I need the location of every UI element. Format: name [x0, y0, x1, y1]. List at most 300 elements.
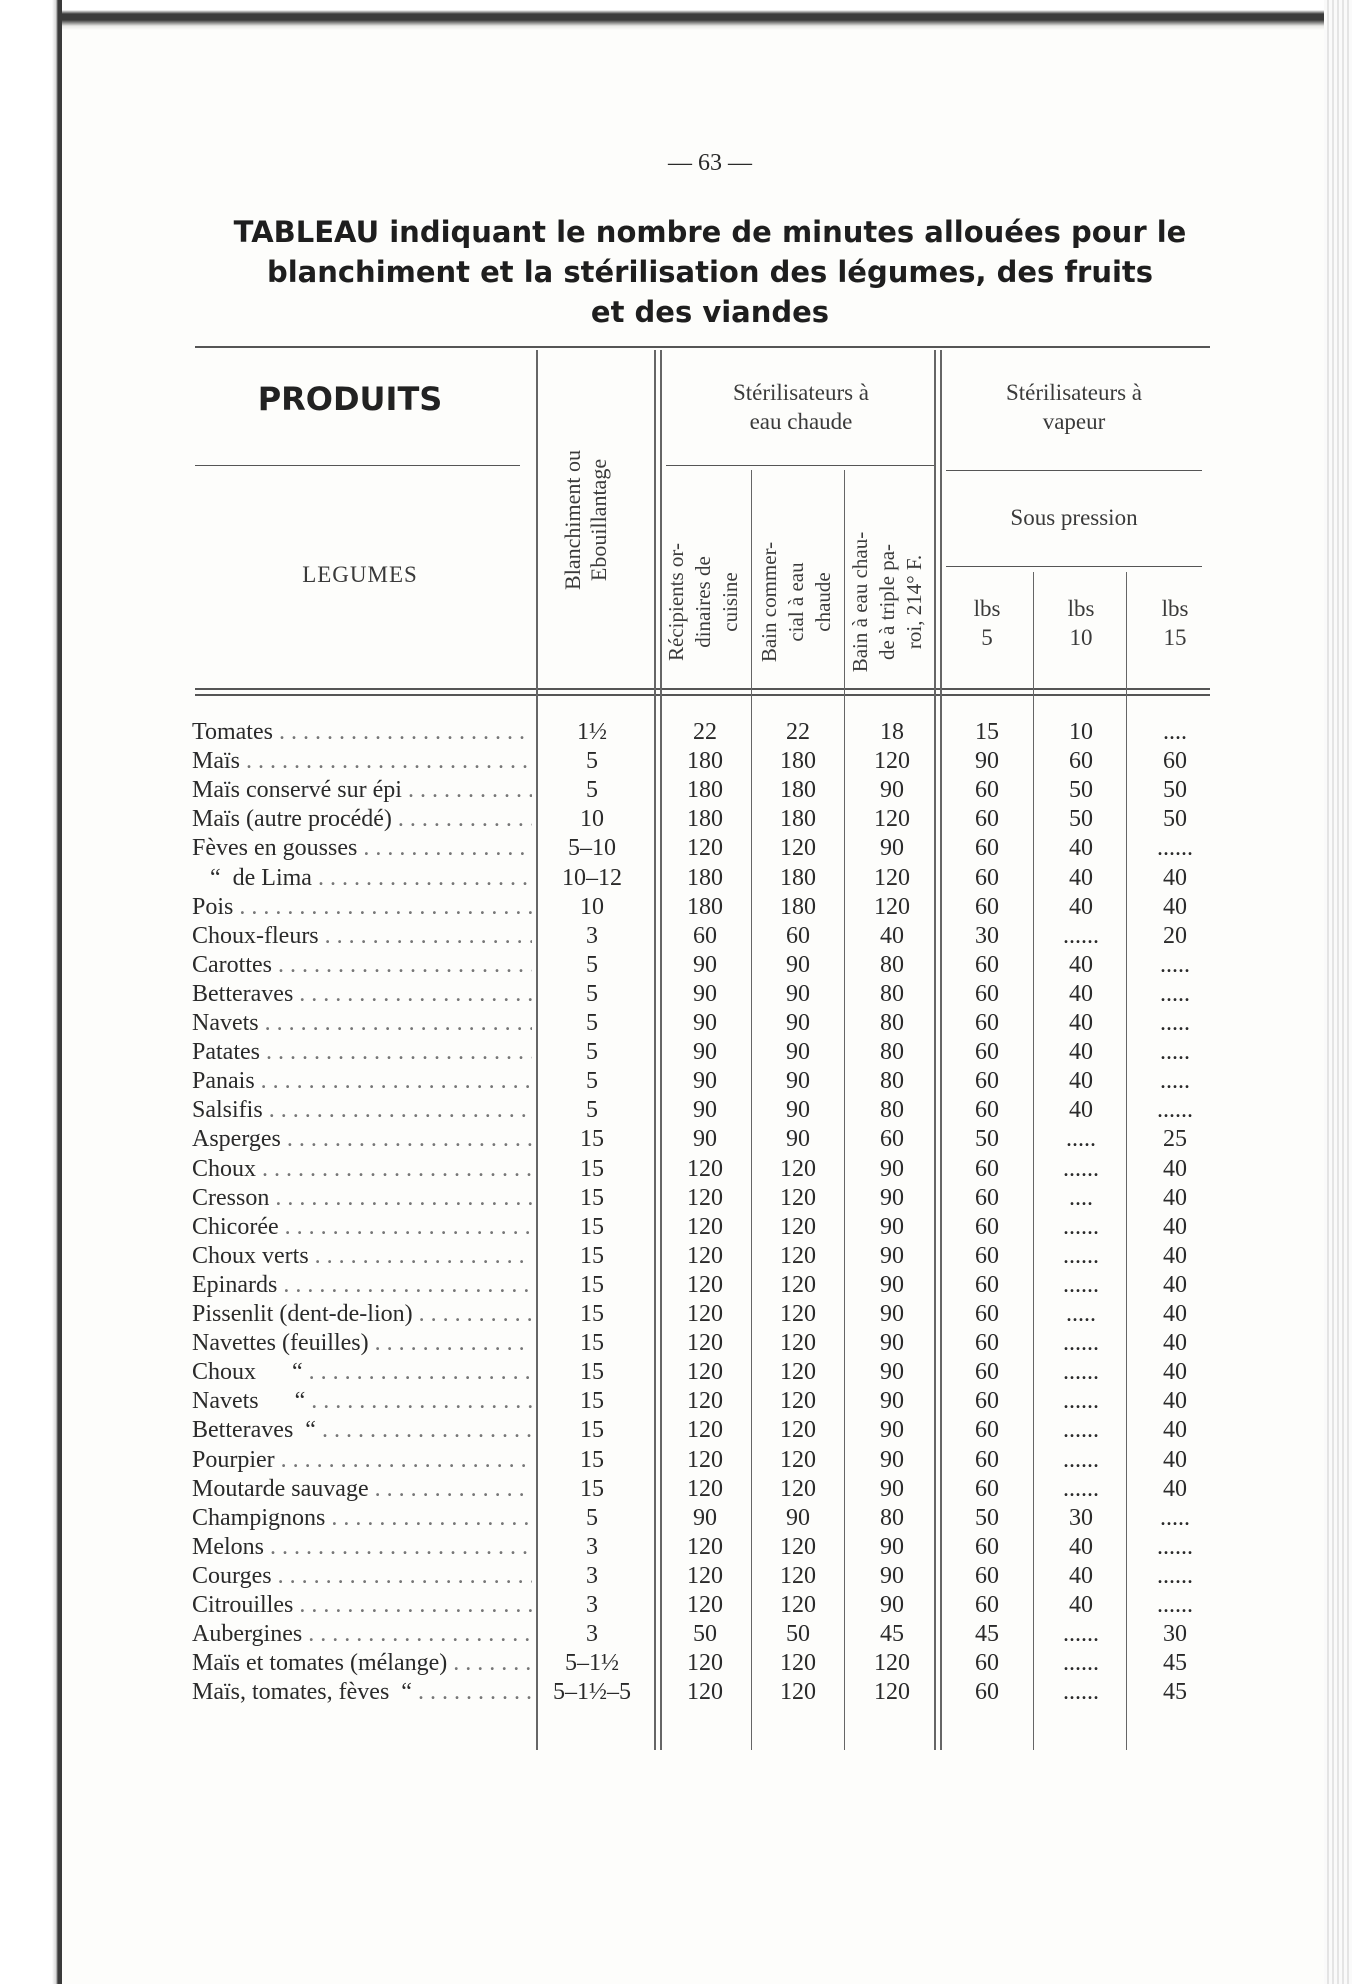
lbs15-cell: 40	[1163, 1155, 1187, 1182]
row-name: Chicorée . . .	[192, 1213, 532, 1242]
bain-commercial-cell: 120	[780, 1242, 816, 1269]
bain-triple-cell: 60	[880, 1126, 904, 1153]
lbs15-cell: 50	[1163, 806, 1187, 833]
lbs5-cell: 60	[975, 864, 999, 891]
bain-commercial-cell: 120	[780, 1213, 816, 1240]
lbs15-cell: .....	[1160, 951, 1190, 978]
lbs5-cell: 60	[975, 1301, 999, 1327]
vapeur-divider	[946, 470, 1202, 471]
table-row	[0, 1329, 1352, 1358]
lbs15-cell: .....	[1160, 980, 1190, 1007]
lbs15-cell: 40	[1163, 864, 1187, 891]
recipients-cell: 120	[687, 1271, 723, 1298]
eau-chaude-heading: Stérilisateurs à eau chaude	[732, 380, 870, 434]
lbs5-cell: 60	[975, 1213, 999, 1240]
lbs5-cell: 60	[975, 1068, 999, 1095]
produits-heading: PRODUITS	[257, 380, 443, 418]
table-row	[0, 1213, 1352, 1242]
table-row	[0, 1096, 1352, 1125]
bain-triple-cell: 120	[874, 806, 910, 833]
row-name: Maïs, tomates, fèves “ . . .	[192, 1678, 532, 1707]
row-name: Choux-fleurs . . .	[192, 922, 532, 951]
lbs5-cell: 60	[975, 806, 999, 833]
table-row	[0, 1533, 1352, 1562]
recipients-cell: 120	[687, 1562, 723, 1589]
lbs5-cell: 60	[975, 1562, 999, 1589]
blanchiment-cell: 5	[586, 748, 598, 775]
lbs5-cell: 60	[975, 1010, 999, 1036]
lbs10-cell: 40	[1069, 1533, 1093, 1560]
blanchiment-cell: 15	[580, 1126, 604, 1153]
row-name: Aubergines . . .	[192, 1620, 532, 1649]
table-row	[0, 1416, 1352, 1445]
lbs10-cell: ......	[1063, 1446, 1099, 1473]
table-row	[0, 1649, 1352, 1678]
bain-commercial-cell: 90	[786, 1068, 810, 1095]
blanchiment-cell: 5	[586, 980, 598, 1007]
lbs15-heading: lbs 15	[1161, 596, 1189, 650]
row-name: Choux . . .	[192, 1155, 532, 1184]
lbs10-cell: 60	[1069, 748, 1093, 775]
lbs15-cell: 40	[1163, 1388, 1187, 1415]
lbs15-cell: 20	[1163, 922, 1187, 949]
recipients-cell: 120	[687, 1242, 723, 1269]
table-row	[0, 1620, 1352, 1649]
table-row	[0, 1125, 1352, 1154]
bain-commercial-heading: Bain commer- cial à eau chaude	[757, 541, 835, 663]
lbs5-cell: 60	[975, 980, 999, 1007]
blanchiment-cell: 15	[580, 1213, 604, 1240]
lbs15-cell: ......	[1157, 1562, 1193, 1589]
bain-commercial-cell: 120	[780, 1155, 816, 1182]
lbs15-cell: 40	[1163, 1242, 1187, 1269]
recipients-cell: 50	[693, 1621, 717, 1648]
row-name: Fèves en gousses . . .	[192, 834, 532, 863]
recipients-cell: 120	[687, 1650, 723, 1677]
recipients-cell: 90	[693, 1068, 717, 1095]
bain-triple-cell: 90	[880, 777, 904, 804]
bain-commercial-cell: 120	[780, 1446, 816, 1473]
blanchiment-cell: 3	[586, 1592, 598, 1618]
lbs10-cell: ......	[1063, 1330, 1099, 1357]
lbs10-cell: ......	[1063, 1475, 1099, 1502]
recipients-cell: 180	[687, 806, 723, 833]
blanchiment-cell: 5	[586, 1068, 598, 1095]
lbs10-cell: ......	[1063, 1621, 1099, 1648]
bain-commercial-cell: 90	[786, 1126, 810, 1153]
bain-triple-cell: 90	[880, 1562, 904, 1589]
lbs10-cell: 40	[1069, 1039, 1093, 1066]
bain-commercial-cell: 180	[780, 864, 816, 891]
page-top-shadow	[62, 0, 1352, 30]
lbs15-cell: 40	[1163, 1446, 1187, 1473]
blanchiment-cell: 3	[586, 1562, 598, 1589]
lbs10-cell: 30	[1069, 1504, 1093, 1531]
bain-triple-cell: 40	[880, 922, 904, 949]
pression-divider	[946, 566, 1202, 567]
bain-triple-cell: 90	[880, 1388, 904, 1415]
lbs15-cell: 45	[1163, 1650, 1187, 1677]
lbs15-cell: 40	[1163, 1417, 1187, 1444]
bain-commercial-cell: 120	[780, 1679, 816, 1706]
recipients-cell: 90	[693, 1097, 717, 1124]
table-row	[0, 1562, 1352, 1591]
lbs10-cell: ......	[1063, 1213, 1099, 1240]
recipients-cell: 90	[693, 1039, 717, 1066]
lbs15-cell: 40	[1163, 1271, 1187, 1298]
row-name: Patates . . .	[192, 1038, 532, 1067]
bain-triple-cell: 80	[880, 951, 904, 978]
lbs10-cell: 40	[1069, 1592, 1093, 1618]
lbs10-cell: 40	[1069, 980, 1093, 1007]
lbs10-cell: 40	[1069, 951, 1093, 978]
blanchiment-cell: 15	[580, 1301, 604, 1327]
row-name: Carottes . . .	[192, 951, 532, 980]
bain-triple-cell: 80	[880, 1097, 904, 1124]
blanchiment-cell: 10–12	[562, 864, 622, 891]
bain-triple-cell: 90	[880, 1184, 904, 1211]
bain-commercial-cell: 180	[780, 748, 816, 775]
blanchiment-cell: 5–10	[568, 835, 616, 862]
lbs5-cell: 90	[975, 748, 999, 775]
blanchiment-cell: 15	[580, 1155, 604, 1182]
row-name: Panais . . .	[192, 1067, 532, 1096]
table-top-rule	[195, 346, 1210, 348]
lbs10-cell: ......	[1063, 1388, 1099, 1415]
lbs15-cell: .....	[1160, 1504, 1190, 1531]
row-name: Citrouilles . . .	[192, 1591, 532, 1620]
lbs15-cell: 40	[1163, 1330, 1187, 1357]
bain-triple-cell: 90	[880, 1213, 904, 1240]
bain-triple-cell: 80	[880, 1039, 904, 1066]
lbs10-heading: lbs 10	[1067, 596, 1095, 650]
blanchiment-cell: 5	[586, 1504, 598, 1531]
bain-triple-cell: 90	[880, 1155, 904, 1182]
bain-commercial-cell: 120	[780, 1533, 816, 1560]
bain-commercial-cell: 120	[780, 1388, 816, 1415]
bain-commercial-cell: 90	[786, 951, 810, 978]
table-row	[0, 1184, 1352, 1213]
recipients-cell: 90	[693, 951, 717, 978]
blanchiment-cell: 15	[580, 1359, 604, 1386]
title-line: et des viandes	[590, 295, 830, 329]
table-row	[0, 1009, 1352, 1038]
lbs5-cell: 50	[975, 1504, 999, 1531]
bain-triple-cell: 18	[880, 719, 904, 745]
bain-triple-cell: 120	[874, 893, 910, 920]
bain-triple-cell: 90	[880, 1301, 904, 1327]
bain-commercial-cell: 50	[786, 1621, 810, 1648]
lbs5-cell: 60	[975, 1446, 999, 1473]
lbs5-cell: 60	[975, 1592, 999, 1618]
bain-commercial-cell: 90	[786, 1039, 810, 1066]
lbs5-cell: 60	[975, 1388, 999, 1415]
bain-commercial-cell: 90	[786, 980, 810, 1007]
lbs10-cell: ......	[1063, 1417, 1099, 1444]
lbs15-cell: .....	[1160, 1039, 1190, 1066]
produits-divider	[195, 465, 520, 466]
lbs15-cell: 60	[1163, 748, 1187, 775]
blanchiment-cell: 5–1½–5	[553, 1679, 631, 1706]
bain-commercial-cell: 120	[780, 1330, 816, 1357]
lbs5-cell: 60	[975, 1330, 999, 1357]
bain-triple-cell: 90	[880, 1592, 904, 1618]
lbs5-cell: 60	[975, 777, 999, 804]
recipients-cell: 120	[687, 1301, 723, 1327]
bain-commercial-cell: 22	[786, 719, 810, 745]
bain-triple-cell: 120	[874, 864, 910, 891]
table-row	[0, 1446, 1352, 1475]
row-name: Maïs et tomates (mélange) . . .	[192, 1649, 532, 1678]
lbs5-heading: lbs 5	[973, 596, 1001, 650]
lbs5-cell: 60	[975, 1359, 999, 1386]
recipients-cell: 90	[693, 1504, 717, 1531]
lbs15-cell: 40	[1163, 1184, 1187, 1211]
bain-commercial-cell: 120	[780, 1184, 816, 1211]
table-row	[0, 1591, 1352, 1620]
lbs15-cell: 45	[1163, 1679, 1187, 1706]
lbs5-cell: 60	[975, 835, 999, 862]
recipients-cell: 120	[687, 1475, 723, 1502]
bain-triple-cell: 80	[880, 980, 904, 1007]
bain-commercial-cell: 120	[780, 1417, 816, 1444]
row-name: Maïs . . .	[192, 747, 532, 776]
lbs5-cell: 60	[975, 1650, 999, 1677]
lbs10-cell: 40	[1069, 1068, 1093, 1095]
lbs10-cell: ......	[1063, 1271, 1099, 1298]
table-row	[0, 776, 1352, 805]
bain-commercial-cell: 60	[786, 922, 810, 949]
lbs10-cell: 50	[1069, 777, 1093, 804]
row-name: Courges . . .	[192, 1562, 532, 1591]
bain-commercial-cell: 120	[780, 1301, 816, 1327]
recipients-cell: 120	[687, 1184, 723, 1211]
blanchiment-cell: 10	[580, 806, 604, 833]
recipients-cell: 90	[693, 980, 717, 1007]
lbs15-cell: 25	[1163, 1126, 1187, 1153]
lbs5-cell: 60	[975, 1417, 999, 1444]
bain-commercial-cell: 90	[786, 1504, 810, 1531]
lbs15-cell: 40	[1163, 1301, 1187, 1327]
row-name: Pourpier . . .	[192, 1446, 532, 1475]
recipients-cell: 120	[687, 1446, 723, 1473]
lbs5-cell: 60	[975, 1271, 999, 1298]
lbs15-cell: .....	[1160, 1068, 1190, 1095]
table-row	[0, 980, 1352, 1009]
row-name: Navettes (feuilles) . . .	[192, 1329, 532, 1358]
table-row	[0, 1358, 1352, 1387]
recipients-cell: 120	[687, 1388, 723, 1415]
blanchiment-cell: 15	[580, 1271, 604, 1298]
lbs10-cell: 40	[1069, 1097, 1093, 1124]
lbs15-cell: ......	[1157, 1533, 1193, 1560]
table-row	[0, 1475, 1352, 1504]
table-row	[0, 951, 1352, 980]
lbs5-cell: 60	[975, 1184, 999, 1211]
lbs5-cell: 60	[975, 1533, 999, 1560]
lbs10-cell: ......	[1063, 1679, 1099, 1706]
table-row	[0, 1504, 1352, 1533]
bain-triple-cell: 80	[880, 1068, 904, 1095]
bain-triple-heading: Bain à eau chau- de à triple pa- roi, 214° F.	[848, 531, 926, 673]
vapeur-heading: Stérilisateurs à vapeur	[1005, 380, 1143, 434]
blanchiment-cell: 5–1½	[565, 1650, 619, 1677]
lbs5-cell: 60	[975, 1155, 999, 1182]
bain-commercial-cell: 180	[780, 777, 816, 804]
row-name: Tomates . . .	[192, 718, 532, 747]
recipients-cell: 180	[687, 748, 723, 775]
page-number: — 63 —	[668, 150, 752, 176]
lbs15-cell: ....	[1163, 719, 1187, 745]
bain-triple-cell: 90	[880, 1242, 904, 1269]
eau-chaude-divider	[666, 465, 936, 466]
bain-commercial-cell: 120	[780, 1475, 816, 1502]
row-name: Asperges . . .	[192, 1125, 532, 1154]
bain-triple-cell: 90	[880, 1446, 904, 1473]
table-row	[0, 893, 1352, 922]
lbs5-cell: 30	[975, 922, 999, 949]
bain-triple-cell: 120	[874, 748, 910, 775]
lbs5-cell: 50	[975, 1126, 999, 1153]
lbs15-cell: 40	[1163, 1213, 1187, 1240]
blanchiment-cell: 3	[586, 922, 598, 949]
blanchiment-cell: 3	[586, 1533, 598, 1560]
blanchiment-cell: 15	[580, 1330, 604, 1357]
recipients-cell: 90	[693, 1010, 717, 1036]
blanchiment-cell: 15	[580, 1475, 604, 1502]
blanchiment-cell: 15	[580, 1388, 604, 1415]
lbs5-cell: 60	[975, 893, 999, 920]
row-name: “ de Lima . . .	[192, 864, 532, 893]
blanchiment-cell: 15	[580, 1184, 604, 1211]
lbs10-cell: 10	[1069, 719, 1093, 745]
row-name: Maïs (autre procédé) . . .	[192, 805, 532, 834]
lbs10-cell: .....	[1066, 1126, 1096, 1153]
row-name: Melons . . .	[192, 1533, 532, 1562]
bain-triple-cell: 90	[880, 1417, 904, 1444]
row-name: Pissenlit (dent-de-lion) . . .	[192, 1300, 532, 1329]
lbs10-cell: ......	[1063, 1242, 1099, 1269]
table-title	[180, 212, 1240, 332]
blanchiment-cell: 1½	[577, 719, 607, 745]
recipients-cell: 180	[687, 893, 723, 920]
bain-triple-cell: 90	[880, 1475, 904, 1502]
recipients-heading: Récipients or- dinaires de cuisine	[664, 543, 742, 661]
recipients-cell: 120	[687, 1330, 723, 1357]
blanchiment-cell: 5	[586, 1097, 598, 1124]
lbs5-cell: 60	[975, 1039, 999, 1066]
blanchiment-cell: 15	[580, 1242, 604, 1269]
table-row	[0, 805, 1352, 834]
bain-triple-cell: 90	[880, 1330, 904, 1357]
lbs15-cell: 40	[1163, 1359, 1187, 1386]
title-line: TABLEAU indiquant le nombre de minutes allouées pour le	[233, 215, 1187, 249]
blanchiment-cell: 5	[586, 1010, 598, 1036]
row-name: Choux “ . . .	[192, 1358, 532, 1387]
bain-commercial-cell: 120	[780, 835, 816, 862]
row-name: Moutarde sauvage . . .	[192, 1475, 532, 1504]
lbs5-cell: 45	[975, 1621, 999, 1648]
lbs5-cell: 60	[975, 1097, 999, 1124]
lbs15-cell: ......	[1157, 835, 1193, 862]
lbs15-cell: 40	[1163, 893, 1187, 920]
table-row	[0, 1271, 1352, 1300]
recipients-cell: 120	[687, 1679, 723, 1706]
bain-triple-cell: 80	[880, 1504, 904, 1531]
bain-triple-cell: 120	[874, 1679, 910, 1706]
blanchiment-cell: 3	[586, 1621, 598, 1648]
lbs10-cell: 40	[1069, 864, 1093, 891]
row-name: Pois . . .	[192, 893, 532, 922]
recipients-cell: 120	[687, 1213, 723, 1240]
table-row	[0, 1038, 1352, 1067]
table-row	[0, 1242, 1352, 1271]
recipients-cell: 180	[687, 777, 723, 804]
lbs10-cell: ......	[1063, 1359, 1099, 1386]
row-name: Epinards . . .	[192, 1271, 532, 1300]
lbs15-cell: .....	[1160, 1010, 1190, 1036]
lbs5-cell: 60	[975, 1475, 999, 1502]
recipients-cell: 120	[687, 1155, 723, 1182]
row-name: Cresson . . .	[192, 1184, 532, 1213]
table-row	[0, 1678, 1352, 1707]
row-name: Navets “ . . .	[192, 1387, 532, 1416]
lbs5-cell: 60	[975, 1242, 999, 1269]
bain-commercial-cell: 180	[780, 893, 816, 920]
bain-commercial-cell: 120	[780, 1650, 816, 1677]
bain-commercial-cell: 120	[780, 1359, 816, 1386]
bain-triple-cell: 90	[880, 1271, 904, 1298]
row-name: Champignons . . .	[192, 1504, 532, 1533]
table-row	[0, 834, 1352, 863]
lbs10-cell: 40	[1069, 835, 1093, 862]
row-name: Choux verts . . .	[192, 1242, 532, 1271]
blanchiment-cell: 5	[586, 951, 598, 978]
table-row	[0, 718, 1352, 747]
row-name: Navets . . .	[192, 1009, 532, 1038]
lbs15-cell: 40	[1163, 1475, 1187, 1502]
row-name: Salsifis . . .	[192, 1096, 532, 1125]
lbs10-cell: ....	[1069, 1184, 1093, 1211]
lbs15-cell: 30	[1163, 1621, 1187, 1648]
lbs15-cell: ......	[1157, 1592, 1193, 1618]
lbs10-cell: .....	[1066, 1301, 1096, 1327]
bain-triple-cell: 45	[880, 1621, 904, 1648]
bain-triple-cell: 90	[880, 1359, 904, 1386]
recipients-cell: 120	[687, 1417, 723, 1444]
recipients-cell: 120	[687, 1592, 723, 1618]
bain-commercial-cell: 120	[780, 1562, 816, 1589]
recipients-cell: 120	[687, 1359, 723, 1386]
blanchiment-cell: 15	[580, 1417, 604, 1444]
bain-triple-cell: 120	[874, 1650, 910, 1677]
blanchiment-cell: 10	[580, 893, 604, 920]
lbs15-cell: ......	[1157, 1097, 1193, 1124]
recipients-cell: 120	[687, 1533, 723, 1560]
recipients-cell: 22	[693, 719, 717, 745]
table-row	[0, 1155, 1352, 1184]
table-row	[0, 747, 1352, 776]
lbs10-cell: ......	[1063, 922, 1099, 949]
bain-triple-cell: 90	[880, 835, 904, 862]
lbs10-cell: 50	[1069, 806, 1093, 833]
table-row	[0, 1387, 1352, 1416]
lbs5-cell: 60	[975, 1679, 999, 1706]
recipients-cell: 90	[693, 1126, 717, 1153]
recipients-cell: 180	[687, 864, 723, 891]
table-row	[0, 1067, 1352, 1096]
bain-commercial-cell: 120	[780, 1592, 816, 1618]
